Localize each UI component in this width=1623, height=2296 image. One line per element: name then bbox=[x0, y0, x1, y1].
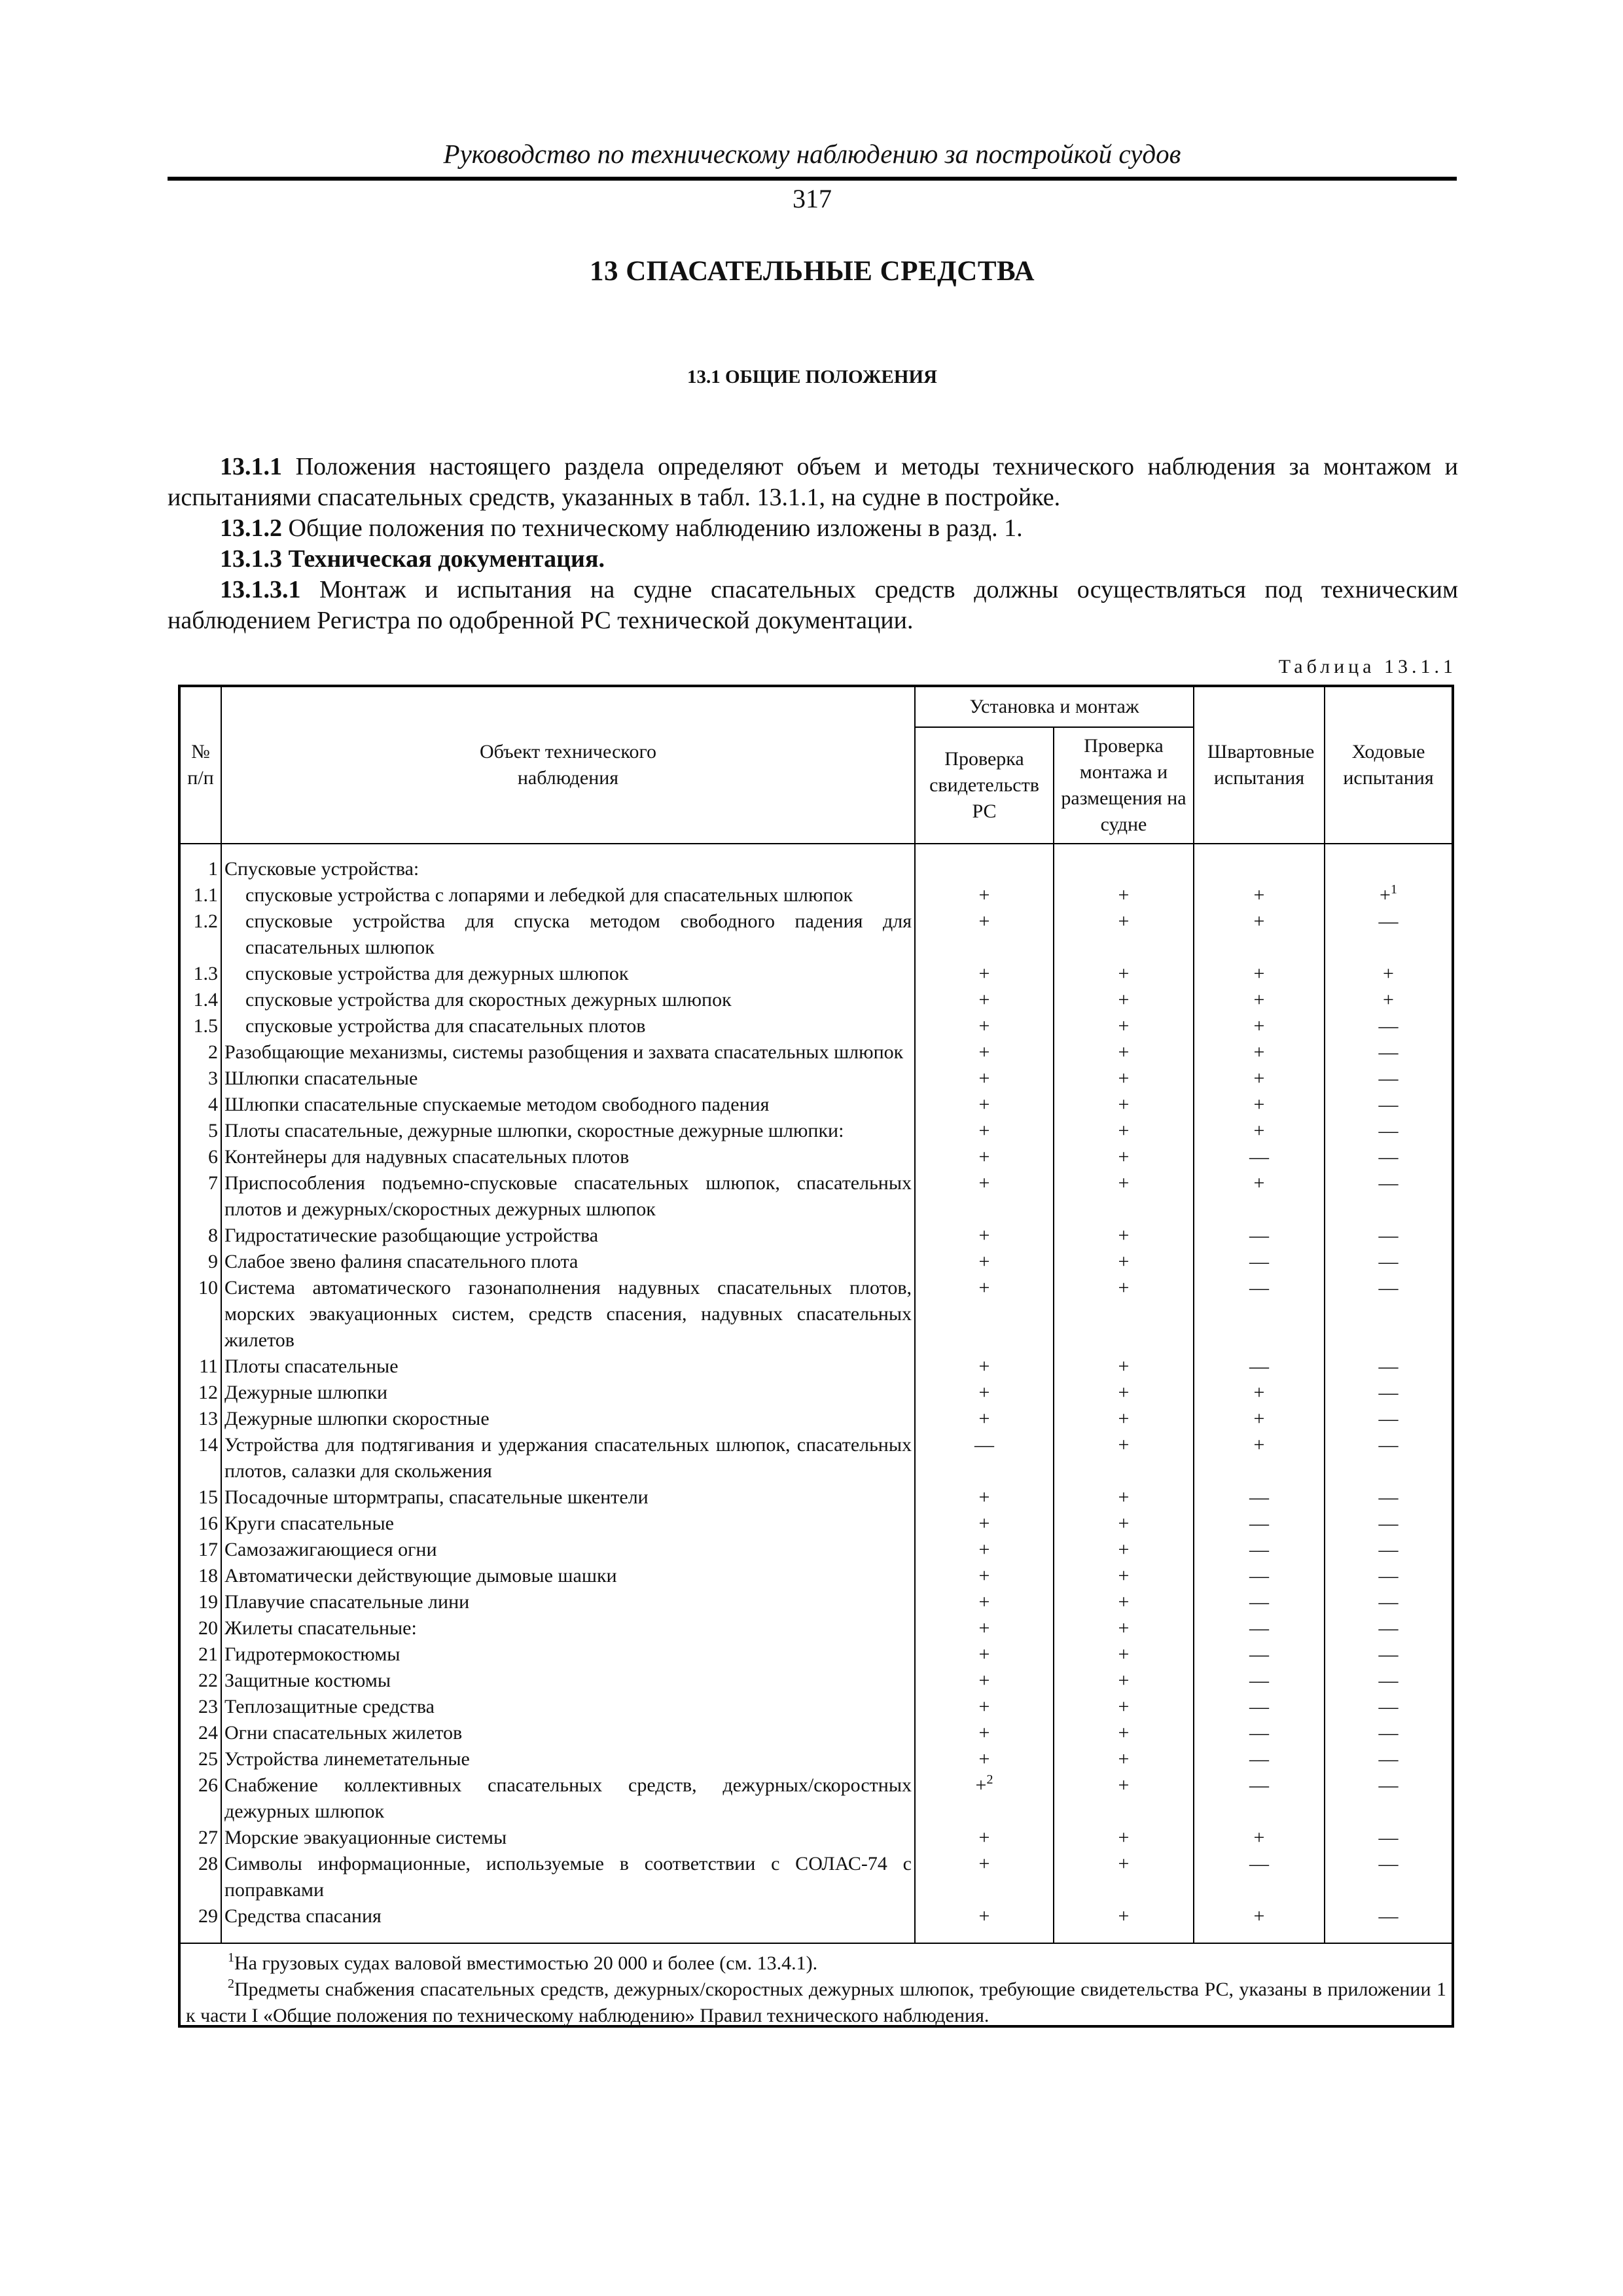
mark-sea-trials: — bbox=[1378, 1722, 1399, 1744]
mark-mount-check: + bbox=[1054, 1825, 1194, 1851]
mark-cert-check: + bbox=[915, 961, 1054, 987]
mark-mooring-trials bbox=[1194, 844, 1325, 882]
table-row bbox=[181, 908, 1452, 961]
row-object: Устройства линеметательные bbox=[221, 1746, 915, 1772]
row-object: спусковые устройства для спасательных плотов bbox=[221, 1013, 915, 1039]
mark-mount-check: + bbox=[1054, 1641, 1194, 1668]
mark-cert-check: + bbox=[915, 1066, 1054, 1092]
row-number: 18 bbox=[181, 1563, 221, 1589]
table-row bbox=[181, 1249, 1452, 1275]
mark-mooring-trials: + bbox=[1194, 1092, 1325, 1118]
mark-mooring-trials: + bbox=[1194, 961, 1325, 987]
row-number: 16 bbox=[181, 1511, 221, 1537]
table-row bbox=[181, 1720, 1452, 1746]
row-number: 21 bbox=[181, 1641, 221, 1668]
paragraph-number: 13.1.3.1 bbox=[220, 576, 301, 603]
mark-mooring-trials: — bbox=[1194, 1144, 1325, 1170]
table-row bbox=[181, 1537, 1452, 1563]
row-object: Огни спасательных жилетов bbox=[221, 1720, 915, 1746]
mark-mount-check: + bbox=[1054, 1511, 1194, 1537]
table-row bbox=[181, 1354, 1452, 1380]
table-row bbox=[181, 882, 1452, 908]
header-installation-group: Установка и монтаж bbox=[915, 687, 1194, 727]
mark-mooring-trials: — bbox=[1194, 1641, 1325, 1668]
mark-cert-check: + bbox=[915, 908, 1054, 961]
mark-mount-check: + bbox=[1054, 1039, 1194, 1066]
mark-sea-trials: — bbox=[1378, 1853, 1399, 1874]
mark-mooring-trials: — bbox=[1194, 1720, 1325, 1746]
header-object: Объект технического наблюдения bbox=[221, 687, 915, 844]
mark-mount-check: + bbox=[1054, 882, 1194, 908]
table-row bbox=[181, 1484, 1452, 1511]
mark-cert-check: + bbox=[915, 1223, 1054, 1249]
mark-mooring-trials: — bbox=[1194, 1746, 1325, 1772]
row-object: Дежурные шлюпки скоростные bbox=[221, 1406, 915, 1432]
mark-mount-check: + bbox=[1054, 961, 1194, 987]
mark-cert-check: + bbox=[915, 1825, 1054, 1851]
row-number: 24 bbox=[181, 1720, 221, 1746]
mark-sea-trials: — bbox=[1378, 1617, 1399, 1639]
table-row bbox=[181, 1641, 1452, 1668]
table-row bbox=[181, 1615, 1452, 1641]
table-row bbox=[181, 1511, 1452, 1537]
footnote-2: $^2$Предметы снабжения спасательных средств, дежурных/скоростных дежурных шлюпок, требующие свидетельства РС, указаны в приложении 1 к части I «Общие положения по техническому наблюдению» Правил технического наблюдения. bbox=[186, 1977, 1447, 2026]
mark-mooring-trials: + bbox=[1194, 1380, 1325, 1406]
mark-mooring-trials: — bbox=[1194, 1772, 1325, 1825]
row-number: 2 bbox=[181, 1039, 221, 1066]
mark-sea-trials: — bbox=[1378, 1225, 1399, 1246]
mark-sea-trials: — bbox=[1378, 1067, 1399, 1089]
row-number: 27 bbox=[181, 1825, 221, 1851]
row-number: 14 bbox=[181, 1432, 221, 1484]
table-row bbox=[181, 1903, 1452, 1943]
row-object: Круги спасательные bbox=[221, 1511, 915, 1537]
table-row bbox=[181, 1432, 1452, 1484]
table-row bbox=[181, 1563, 1452, 1589]
mark-mount-check: + bbox=[1054, 1694, 1194, 1720]
mark-mount-check: + bbox=[1054, 1118, 1194, 1144]
mark-cert-check: + bbox=[915, 1170, 1054, 1223]
header-mooring-trials: Швартовные испытания bbox=[1194, 687, 1325, 844]
row-object: Защитные костюмы bbox=[221, 1668, 915, 1694]
mark-sea-trials: — bbox=[1378, 1591, 1399, 1613]
row-number: 10 bbox=[181, 1275, 221, 1354]
page-number: 317 bbox=[793, 184, 832, 213]
row-object: Приспособления подъемно-спусковые спасательных шлюпок, спасательных плотов и дежурных/скоростных дежурных шлюпок bbox=[221, 1170, 915, 1223]
table-row bbox=[181, 1066, 1452, 1092]
mark-mooring-trials: — bbox=[1194, 1275, 1325, 1354]
mark-mooring-trials: + bbox=[1194, 1013, 1325, 1039]
mark-cert-check: + bbox=[915, 1511, 1054, 1537]
mark-sea-trials: — bbox=[1378, 1382, 1399, 1403]
table-body bbox=[181, 844, 1452, 1943]
mark-sea-trials: + bbox=[1383, 989, 1394, 1011]
row-object: Посадочные штормтрапы, спасательные шкентели bbox=[221, 1484, 915, 1511]
mark-cert-check: + bbox=[915, 1013, 1054, 1039]
row-number: 23 bbox=[181, 1694, 221, 1720]
mark-sea-trials: — bbox=[1378, 1146, 1399, 1168]
mark-mount-check: + bbox=[1054, 1537, 1194, 1563]
mark-mount-check: + bbox=[1054, 1615, 1194, 1641]
mark-mount-check: + bbox=[1054, 1380, 1194, 1406]
table-row bbox=[181, 844, 1452, 882]
row-number: 1.5 bbox=[181, 1013, 221, 1039]
mark-sea-trials: — bbox=[1378, 1120, 1399, 1141]
row-object: Шлюпки спасательные спускаемые методом свободного падения bbox=[221, 1092, 915, 1118]
mark-sea-trials: — bbox=[1378, 1643, 1399, 1665]
header-sea-trials: Ходовые испытания bbox=[1325, 687, 1452, 844]
mark-sea-trials: — bbox=[1378, 1434, 1399, 1456]
mark-mooring-trials: + bbox=[1194, 1903, 1325, 1943]
mark-mooring-trials: — bbox=[1194, 1694, 1325, 1720]
table-row bbox=[181, 1694, 1452, 1720]
mark-mooring-trials: — bbox=[1194, 1249, 1325, 1275]
row-number: 17 bbox=[181, 1537, 221, 1563]
mark-sea-trials: — bbox=[1378, 1827, 1399, 1848]
mark-sea-trials: — bbox=[1378, 1670, 1399, 1691]
footnote-ref: 2 bbox=[986, 1772, 993, 1787]
row-object: Система автоматического газонаполнения надувных спасательных плотов, морских эвакуационных систем, средств спасения, надувных спасательных жилетов bbox=[221, 1275, 915, 1354]
mark-sea-trials: — bbox=[1378, 1251, 1399, 1272]
paragraph-number: 13.1.2 bbox=[220, 514, 282, 542]
mark-mount-check: + bbox=[1054, 1249, 1194, 1275]
table-row bbox=[181, 1380, 1452, 1406]
mark-cert-check: + bbox=[915, 1563, 1054, 1589]
row-object: Гидростатические разобщающие устройства bbox=[221, 1223, 915, 1249]
mark-mount-check: + bbox=[1054, 1484, 1194, 1511]
table-row bbox=[181, 1825, 1452, 1851]
table-row bbox=[181, 961, 1452, 987]
table-footnotes bbox=[181, 1943, 1452, 2038]
row-number: 11 bbox=[181, 1354, 221, 1380]
mark-sea-trials: — bbox=[1378, 1172, 1399, 1194]
mark-mount-check: + bbox=[1054, 908, 1194, 961]
mark-cert-check: + bbox=[915, 1144, 1054, 1170]
mark-mooring-trials: + bbox=[1194, 1170, 1325, 1223]
mark-mount-check: + bbox=[1054, 1772, 1194, 1825]
mark-cert-check: + bbox=[915, 1380, 1054, 1406]
row-number: 22 bbox=[181, 1668, 221, 1694]
mark-sea-trials: — bbox=[1378, 1486, 1399, 1508]
mark-mount-check: + bbox=[1054, 1354, 1194, 1380]
mark-mount-check: + bbox=[1054, 1903, 1194, 1943]
row-object: спусковые устройства для спуска методом свободного падения для спасательных шлюпок bbox=[221, 908, 915, 961]
table-row bbox=[181, 1013, 1452, 1039]
mark-cert-check: + bbox=[915, 1615, 1054, 1641]
table-row bbox=[181, 1170, 1452, 1223]
mark-mooring-trials: + bbox=[1194, 1825, 1325, 1851]
row-number: 13 bbox=[181, 1406, 221, 1432]
row-object: Слабое звено фалиня спасательного плота bbox=[221, 1249, 915, 1275]
paragraph-text: Положения настоящего раздела определяют объем и методы технического наблюдения за монтажом и испытаниями спасательных средств, указанных в табл. 13.1.1, на судне в постройке. bbox=[168, 453, 1458, 511]
row-object: Контейнеры для надувных спасательных плотов bbox=[221, 1144, 915, 1170]
header-cert-check: Проверка свидетельств РС bbox=[915, 727, 1054, 844]
row-number: 6 bbox=[181, 1144, 221, 1170]
mark-cert-check: + bbox=[915, 1746, 1054, 1772]
paragraph-13-1-3 bbox=[168, 544, 1458, 575]
table-row bbox=[181, 1118, 1452, 1144]
mark-mooring-trials: + bbox=[1194, 1039, 1325, 1066]
row-object: Символы информационные, используемые в соответствии с СОЛАС-74 с поправками bbox=[221, 1851, 915, 1903]
mark-cert-check: + bbox=[915, 1275, 1054, 1354]
row-number: 1.3 bbox=[181, 961, 221, 987]
mark-mount-check: + bbox=[1054, 1066, 1194, 1092]
mark-cert-check: + bbox=[915, 1851, 1054, 1903]
row-object: Плавучие спасательные лини bbox=[221, 1589, 915, 1615]
mark-cert-check: + bbox=[915, 1118, 1054, 1144]
mark-cert-check: + bbox=[915, 1668, 1054, 1694]
paragraph-13-1-2 bbox=[168, 513, 1458, 544]
row-number: 29 bbox=[181, 1903, 221, 1943]
body-text bbox=[168, 452, 1458, 636]
table-row bbox=[181, 1851, 1452, 1903]
table-row bbox=[181, 1746, 1452, 1772]
mark-cert-check: +$^2$ bbox=[915, 1772, 1054, 1825]
row-object: спусковые устройства для скоростных дежурных шлюпок bbox=[221, 987, 915, 1013]
mark-cert-check: + bbox=[915, 1641, 1054, 1668]
row-number: 9 bbox=[181, 1249, 221, 1275]
mark-mount-check: + bbox=[1054, 1668, 1194, 1694]
mark-mooring-trials: + bbox=[1194, 1118, 1325, 1144]
table-row bbox=[181, 1772, 1452, 1825]
row-number: 5 bbox=[181, 1118, 221, 1144]
mark-mooring-trials: + bbox=[1194, 987, 1325, 1013]
mark-cert-check: + bbox=[915, 882, 1054, 908]
section-title: 13.1 ОБЩИЕ ПОЛОЖЕНИЯ bbox=[687, 367, 937, 387]
paragraph-13-1-3-1 bbox=[168, 575, 1458, 636]
row-number: 20 bbox=[181, 1615, 221, 1641]
mark-mount-check: + bbox=[1054, 1144, 1194, 1170]
row-object: Устройства для подтягивания и удержания спасательных шлюпок, спасательных плотов, салазки для скольжения bbox=[221, 1432, 915, 1484]
mark-cert-check: + bbox=[915, 1589, 1054, 1615]
row-number: 15 bbox=[181, 1484, 221, 1511]
row-object: Средства спасания bbox=[221, 1903, 915, 1943]
mark-cert-check: + bbox=[915, 1484, 1054, 1511]
mark-cert-check: + bbox=[915, 1039, 1054, 1066]
row-object: Дежурные шлюпки bbox=[221, 1380, 915, 1406]
table-row bbox=[181, 1144, 1452, 1170]
mark-sea-trials: — bbox=[1378, 1905, 1399, 1927]
mark-sea-trials: — bbox=[1378, 1355, 1399, 1377]
header-no: № п/п bbox=[181, 687, 221, 844]
mark-mount-check: + bbox=[1054, 1563, 1194, 1589]
row-number: 25 bbox=[181, 1746, 221, 1772]
chapter-title: 13 СПАСАТЕЛЬНЫЕ СРЕДСТВА bbox=[589, 256, 1035, 287]
mark-sea-trials: — bbox=[1378, 1748, 1399, 1770]
mark-sea-trials: — bbox=[1378, 1094, 1399, 1115]
table-row bbox=[181, 1039, 1452, 1066]
mark-mount-check: + bbox=[1054, 1092, 1194, 1118]
row-object: Снабжение коллективных спасательных средств, дежурных/скоростных дежурных шлюпок bbox=[221, 1772, 915, 1825]
paragraph-13-1-1 bbox=[168, 452, 1458, 513]
mark-mount-check: + bbox=[1054, 1720, 1194, 1746]
row-object: Морские эвакуационные системы bbox=[221, 1825, 915, 1851]
mark-sea-trials bbox=[1325, 844, 1452, 882]
paragraph-heading: 13.1.3 Техническая документация. bbox=[220, 545, 605, 573]
table-row bbox=[181, 1275, 1452, 1354]
row-object: спусковые устройства для дежурных шлюпок bbox=[221, 961, 915, 987]
row-object: Разобщающие механизмы, системы разобщения и захвата спасательных шлюпок bbox=[221, 1039, 915, 1066]
paragraph-text: Монтаж и испытания на судне спасательных средств должны осуществляться под техническим наблюдением Регистра по одобренной РС технической документации. bbox=[168, 576, 1458, 634]
row-object: Жилеты спасательные: bbox=[221, 1615, 915, 1641]
mark-mooring-trials: — bbox=[1194, 1563, 1325, 1589]
row-object: Плоты спасательные, дежурные шлюпки, скоростные дежурные шлюпки: bbox=[221, 1118, 915, 1144]
mark-mooring-trials: — bbox=[1194, 1484, 1325, 1511]
mark-sea-trials: — bbox=[1378, 1277, 1399, 1299]
mark-mooring-trials: — bbox=[1194, 1537, 1325, 1563]
mark-mount-check: + bbox=[1054, 1170, 1194, 1223]
mark-cert-check: + bbox=[915, 1537, 1054, 1563]
mark-mount-check: + bbox=[1054, 1013, 1194, 1039]
table-row bbox=[181, 987, 1452, 1013]
mark-mount-check: + bbox=[1054, 1589, 1194, 1615]
mark-mooring-trials: — bbox=[1194, 1851, 1325, 1903]
mark-sea-trials: +$^1$ bbox=[1380, 882, 1397, 906]
table bbox=[181, 687, 1452, 2038]
mark-mooring-trials: — bbox=[1194, 1511, 1325, 1537]
mark-cert-check: + bbox=[915, 1903, 1054, 1943]
mark-mooring-trials: — bbox=[1194, 1615, 1325, 1641]
mark-cert-check: + bbox=[915, 1720, 1054, 1746]
row-object: спусковые устройства с лопарями и лебедкой для спасательных шлюпок bbox=[221, 882, 915, 908]
row-number: 1.1 bbox=[181, 882, 221, 908]
row-object: Самозажигающиеся огни bbox=[221, 1537, 915, 1563]
mark-cert-check: + bbox=[915, 987, 1054, 1013]
header-rule bbox=[168, 177, 1457, 181]
mark-mount-check: + bbox=[1054, 1746, 1194, 1772]
mark-sea-trials: — bbox=[1378, 1539, 1399, 1560]
mark-mooring-trials: — bbox=[1194, 1223, 1325, 1249]
row-number: 28 bbox=[181, 1851, 221, 1903]
row-object: Плоты спасательные bbox=[221, 1354, 915, 1380]
mark-mount-check: + bbox=[1054, 1851, 1194, 1903]
table-row bbox=[181, 1092, 1452, 1118]
mark-mount-check: + bbox=[1054, 1432, 1194, 1484]
row-number: 7 bbox=[181, 1170, 221, 1223]
mark-sea-trials: — bbox=[1378, 1513, 1399, 1534]
mark-sea-trials: — bbox=[1378, 1565, 1399, 1587]
row-number: 1 bbox=[181, 844, 221, 882]
mark-mooring-trials: — bbox=[1194, 1589, 1325, 1615]
mark-sea-trials: — bbox=[1378, 1408, 1399, 1429]
table-row bbox=[181, 1589, 1452, 1615]
mark-mooring-trials: + bbox=[1194, 1406, 1325, 1432]
mark-cert-check bbox=[915, 844, 1054, 882]
mark-sea-trials: — bbox=[1378, 1774, 1399, 1796]
mark-mooring-trials: + bbox=[1194, 1066, 1325, 1092]
row-object: Шлюпки спасательные bbox=[221, 1066, 915, 1092]
mark-cert-check: + bbox=[915, 1092, 1054, 1118]
mark-cert-check: + bbox=[915, 1249, 1054, 1275]
row-number: 26 bbox=[181, 1772, 221, 1825]
row-object: Автоматически действующие дымовые шашки bbox=[221, 1563, 915, 1589]
mark-mount-check: + bbox=[1054, 1275, 1194, 1354]
mark-mooring-trials: — bbox=[1194, 1354, 1325, 1380]
mark-cert-check: + bbox=[915, 1694, 1054, 1720]
mark-mount-check: + bbox=[1054, 1223, 1194, 1249]
table-row bbox=[181, 1223, 1452, 1249]
row-number: 4 bbox=[181, 1092, 221, 1118]
row-number: 3 bbox=[181, 1066, 221, 1092]
mark-mount-check: + bbox=[1054, 987, 1194, 1013]
table-row bbox=[181, 1406, 1452, 1432]
header-mount-check: Проверка монтажа и размещения на судне bbox=[1054, 727, 1194, 844]
mark-mount-check: + bbox=[1054, 1406, 1194, 1432]
table-row bbox=[181, 1668, 1452, 1694]
row-number: 1.4 bbox=[181, 987, 221, 1013]
mark-sea-trials: — bbox=[1378, 1696, 1399, 1717]
footnote-1: $^1$На грузовых судах валовой вместимостью 20 000 и более (см. 13.4.1). bbox=[228, 1950, 818, 1974]
supervision-table bbox=[178, 685, 1454, 2028]
mark-mooring-trials: + bbox=[1194, 882, 1325, 908]
mark-cert-check: — bbox=[915, 1432, 1054, 1484]
row-number: 19 bbox=[181, 1589, 221, 1615]
row-number: 1.2 bbox=[181, 908, 221, 961]
footnote-ref: 1 bbox=[1390, 882, 1397, 897]
table-caption: Таблица 13.1.1 bbox=[1278, 656, 1457, 677]
mark-cert-check: + bbox=[915, 1406, 1054, 1432]
running-title: Руководство по техническому наблюдению за постройкой судов bbox=[443, 139, 1181, 169]
mark-cert-check: + bbox=[915, 1354, 1054, 1380]
mark-sea-trials: — bbox=[1378, 910, 1399, 932]
mark-mooring-trials: — bbox=[1194, 1668, 1325, 1694]
mark-sea-trials: — bbox=[1378, 1015, 1399, 1037]
row-number: 8 bbox=[181, 1223, 221, 1249]
row-object: Спусковые устройства: bbox=[221, 844, 915, 882]
row-number: 12 bbox=[181, 1380, 221, 1406]
row-object: Гидротермокостюмы bbox=[221, 1641, 915, 1668]
paragraph-text: Общие положения по техническому наблюдению изложены в разд. 1. bbox=[282, 514, 1023, 542]
mark-sea-trials: + bbox=[1383, 963, 1394, 984]
mark-mount-check bbox=[1054, 844, 1194, 882]
paragraph-number: 13.1.1 bbox=[220, 453, 282, 480]
mark-mooring-trials: + bbox=[1194, 908, 1325, 961]
mark-sea-trials: — bbox=[1378, 1041, 1399, 1063]
mark-mooring-trials: + bbox=[1194, 1432, 1325, 1484]
row-object: Теплозащитные средства bbox=[221, 1694, 915, 1720]
